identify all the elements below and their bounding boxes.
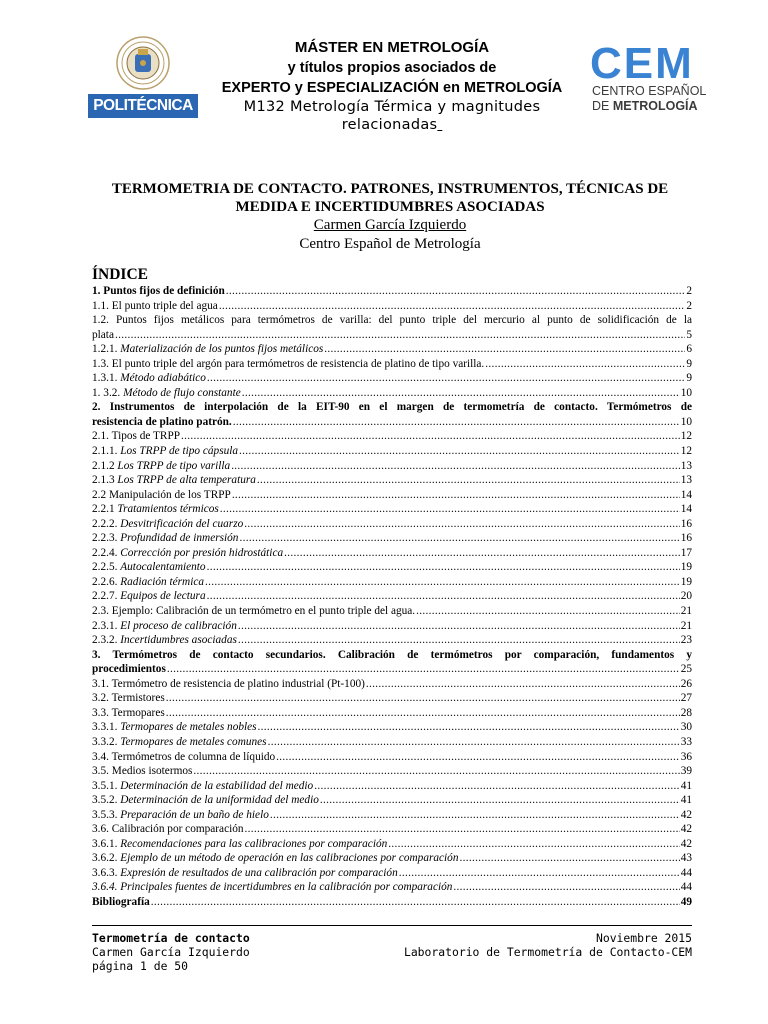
- document-title-block: [88, 180, 692, 254]
- toc-entry[interactable]: [92, 459, 692, 474]
- toc-entry-title: Desvitrificación del cuarzo: [120, 517, 244, 530]
- toc-leader: [233, 415, 680, 430]
- author: Carmen García Izquierdo: [313, 217, 467, 233]
- toc-leader: [268, 735, 680, 750]
- toc-entry-title: Termopares de metales comunes: [120, 735, 267, 748]
- toc-entry[interactable]: [92, 619, 692, 634]
- index-heading: ÍNDICE: [92, 266, 148, 283]
- toc-page-number: 12: [680, 430, 692, 443]
- toc-entry-title: Preparación de un baño de hielo: [120, 808, 269, 821]
- toc-entry-title: Determinación de la estabilidad del medio: [120, 779, 314, 792]
- toc-page-number: 9: [686, 372, 692, 385]
- toc-page-number: 16: [680, 532, 692, 545]
- toc-entry-text: [92, 895, 150, 910]
- toc-entry-number: 2.1.3: [92, 474, 118, 487]
- toc-entry-text: [92, 837, 387, 852]
- toc-entry[interactable]: [92, 502, 692, 517]
- toc-entry[interactable]: [92, 444, 692, 459]
- toc-entry[interactable]: [92, 750, 692, 765]
- toc-leader: [167, 662, 680, 677]
- toc-leader: [324, 342, 685, 357]
- toc-list: [92, 284, 692, 910]
- toc-entry-text: [92, 371, 206, 386]
- toc-entry-text: [92, 779, 313, 794]
- toc-page-number: 10: [680, 386, 692, 399]
- toc-entry-title: 3.6.4. Principales fuentes de incertidumbres en la calibración por comparación: [92, 881, 453, 894]
- toc-entry-number: 3.5. Medios isotermos: [92, 765, 193, 778]
- toc-leader: [231, 459, 680, 474]
- toc-entry-text: [92, 619, 237, 634]
- toc-entry-title: Incertidumbres asociadas: [120, 634, 237, 647]
- toc-page-number: 13: [680, 474, 692, 487]
- toc-entry-text: [92, 342, 323, 357]
- toc-leader: [207, 560, 680, 575]
- toc-entry-number: 3.5.2.: [92, 794, 121, 807]
- toc-leader: [232, 488, 680, 503]
- toc-page-number: 2: [686, 299, 692, 312]
- toc-entry-text: [92, 866, 398, 881]
- toc-entry-text: [92, 793, 319, 808]
- toc-leader: [205, 575, 680, 590]
- toc-entry-title: Método de flujo constante: [123, 386, 241, 399]
- toc-page-number: 17: [680, 546, 692, 559]
- toc-entry-text: [92, 473, 256, 488]
- toc-entry-text: [92, 429, 180, 444]
- toc-page-number: 14: [680, 503, 692, 516]
- master-title: MÁSTER EN METROLOGÍA: [294, 39, 490, 56]
- toc-entry[interactable]: [92, 429, 692, 444]
- toc-entry-text: [92, 517, 243, 532]
- toc-leader: [207, 589, 680, 604]
- toc-entry-number: 3.6.3.: [92, 866, 121, 879]
- toc-leader: [219, 299, 686, 314]
- toc-leader: [270, 808, 680, 823]
- toc-leader: [366, 677, 680, 692]
- toc-entry[interactable]: [92, 677, 692, 692]
- toc-leader: [151, 895, 680, 910]
- footer-lab: Laboratorio de Termometría de Contacto-CEM: [403, 945, 692, 959]
- toc-entry-title: Equipos de lectura: [120, 590, 206, 603]
- toc-page-number: 13: [680, 459, 692, 472]
- toc-entry[interactable]: [92, 866, 692, 881]
- toc-entry[interactable]: [92, 313, 692, 342]
- toc-entry[interactable]: [92, 371, 692, 386]
- toc-leader: [258, 720, 680, 735]
- toc-page-number: 36: [680, 750, 692, 763]
- toc-entry-number: 3.5.3.: [92, 808, 121, 821]
- toc-entry-text-cont: resistencia de platino patrón.: [92, 415, 232, 428]
- cem-subtitle-de: DE: [592, 99, 613, 113]
- cem-subtitle-line1: CENTRO ESPAÑOL: [592, 84, 707, 98]
- toc-page-number: 44: [680, 881, 692, 894]
- toc-entry-text: [92, 531, 238, 546]
- toc-entry-text: [92, 880, 452, 895]
- toc-entry-number: 3.2. Termistores: [92, 692, 165, 705]
- toc-entry[interactable]: [92, 386, 692, 401]
- toc-entry-text: [92, 284, 225, 299]
- toc-entry-number: 2.3. Ejemplo: Calibración de un termómetro en el punto triple del agua.: [92, 605, 416, 618]
- toc-page-number: 9: [686, 357, 692, 370]
- toc-entry-text: [92, 502, 219, 517]
- toc-entry-number: 1.3.1.: [92, 372, 121, 385]
- toc-entry-text: 1.2. Puntos fijos metálicos para termómetros de varilla: del punto triple del mercurio al punto de solidificación de la: [92, 314, 692, 327]
- toc-entry[interactable]: [92, 648, 692, 677]
- toc-entry-text: [92, 459, 230, 474]
- toc-entry[interactable]: [92, 284, 692, 299]
- toc-entry-text: [92, 299, 218, 314]
- toc-entry-text: 2. Instrumentos de interpolación de la EIT-90 en el margen de termometría de contacto. Termómetros de: [92, 401, 692, 414]
- toc-entry[interactable]: [92, 720, 692, 735]
- footer-author: Carmen García Izquierdo: [92, 945, 250, 959]
- toc-page-number: 20: [680, 590, 692, 603]
- toc-entry-text: [92, 589, 206, 604]
- toc-page-number: 41: [680, 779, 692, 792]
- toc-entry-title: Ejemplo de un método de operación en las calibraciones por comparación: [120, 852, 459, 865]
- cem-subtitle-metrologia: METROLOGÍA: [612, 99, 698, 113]
- document-title-line2: MEDIDA E INCERTIDUMBRES ASOCIADAS: [235, 199, 545, 215]
- table-of-contents: [92, 266, 692, 910]
- toc-page-number: 25: [680, 663, 692, 676]
- toc-entry-number: Bibliografía: [92, 895, 150, 908]
- expert-line: EXPERTO y ESPECIALIZACIÓN en METROLOGÍA: [221, 80, 563, 96]
- toc-entry-text: [92, 720, 257, 735]
- toc-page-number: 42: [680, 808, 692, 821]
- toc-entry-text: [92, 750, 275, 765]
- toc-page-number: 27: [680, 692, 692, 705]
- toc-leader: [115, 328, 685, 343]
- toc-entry[interactable]: [92, 822, 692, 837]
- toc-entry-number: 1.1. El punto triple del agua: [92, 299, 218, 312]
- upm-logo: [88, 36, 198, 120]
- toc-entry-text: [92, 633, 237, 648]
- toc-leader: [238, 633, 680, 648]
- toc-entry-title: Tratamientos térmicos: [117, 503, 219, 516]
- toc-page-number: 12: [680, 445, 692, 458]
- toc-page-number: 19: [680, 561, 692, 574]
- toc-page-number: 30: [680, 721, 692, 734]
- toc-entry[interactable]: [92, 604, 692, 619]
- toc-leader: [238, 619, 680, 634]
- toc-entry-title: Radiación térmica: [120, 575, 205, 588]
- toc-entry-text: [92, 560, 206, 575]
- toc-page-number: 21: [680, 619, 692, 632]
- toc-page-number: 16: [680, 517, 692, 530]
- toc-entry-number: 3.3.2.: [92, 735, 121, 748]
- toc-entry-number: 1. 3.2.: [92, 386, 124, 399]
- toc-entry-number: 2.1.1.: [92, 445, 121, 458]
- toc-page-number: 44: [680, 866, 692, 879]
- toc-entry-title: Profundidad de inmersión: [120, 532, 239, 545]
- toc-entry-number: 2.2.5.: [92, 561, 121, 574]
- toc-entry-number: 2.3.2.: [92, 634, 121, 647]
- toc-leader: [257, 473, 680, 488]
- toc-entry-text: [92, 357, 484, 372]
- toc-entry-text: [92, 546, 283, 561]
- toc-leader: [284, 546, 680, 561]
- toc-entry-number: 1. Puntos fijos de definición: [92, 285, 225, 297]
- footer-doc-title: Termometría de contacto: [92, 931, 250, 945]
- toc-entry-number: 3.3. Termopares: [92, 706, 165, 719]
- toc-entry[interactable]: [92, 735, 692, 750]
- toc-entry[interactable]: [92, 837, 692, 852]
- toc-entry[interactable]: [92, 691, 692, 706]
- toc-leader: [388, 837, 679, 852]
- toc-entry-text: [92, 691, 165, 706]
- module-title-line1: M132 Metrología Térmica y magnitudes: [243, 99, 541, 115]
- toc-entry-number: 3.1. Termómetro de resistencia de platino industrial (Pt-100): [92, 677, 365, 690]
- toc-leader: [239, 444, 680, 459]
- toc-entry-number: 2.2.7.: [92, 590, 121, 603]
- toc-entry-title: Termopares de metales nobles: [120, 721, 257, 734]
- toc-entry-title: Materialización de los puntos fijos metálicos: [120, 343, 324, 356]
- toc-page-number: 23: [680, 634, 692, 647]
- toc-entry[interactable]: [92, 517, 692, 532]
- toc-entry[interactable]: [92, 488, 692, 503]
- toc-entry[interactable]: [92, 764, 692, 779]
- toc-entry-title: Autocalentamiento: [120, 561, 206, 574]
- toc-entry-number: 3.6. Calibración por comparación: [92, 823, 244, 836]
- toc-entry-title: Determinación de la uniformidad del medio: [120, 794, 319, 807]
- toc-entry-number: 2.1. Tipos de TRPP: [92, 430, 181, 443]
- toc-leader: [314, 779, 680, 794]
- toc-entry-text: [92, 764, 192, 779]
- toc-entry[interactable]: [92, 793, 692, 808]
- toc-page-number: 42: [680, 837, 692, 850]
- toc-entry-text: [92, 706, 165, 721]
- toc-entry[interactable]: [92, 473, 692, 488]
- toc-entry[interactable]: [92, 589, 692, 604]
- toc-page-number: 39: [680, 765, 692, 778]
- toc-leader: [245, 822, 680, 837]
- toc-leader: [239, 531, 679, 546]
- toc-leader: [459, 851, 679, 866]
- toc-page-number: 10: [680, 415, 692, 428]
- toc-entry-number: 3.3.1.: [92, 721, 121, 734]
- toc-entry-text: 3. Termómetros de contacto secundarios. Calibración de termómetros por comparación, fundamentos y: [92, 648, 692, 661]
- toc-entry-text: [92, 575, 204, 590]
- toc-page-number: 21: [680, 605, 692, 618]
- toc-entry-number: 2.2.4.: [92, 546, 121, 559]
- toc-entry[interactable]: [92, 851, 692, 866]
- toc-page-number: 42: [680, 823, 692, 836]
- footer-rule: [92, 925, 692, 926]
- toc-entry-number: 2.3.1.: [92, 619, 121, 632]
- toc-entry-title: Expresión de resultados de una calibración por comparación: [120, 866, 398, 879]
- toc-leader: [399, 866, 680, 881]
- toc-leader: [276, 750, 680, 765]
- toc-page-number: 33: [680, 735, 692, 748]
- toc-entry-text: [92, 604, 415, 619]
- toc-entry-text-cont: procedimientos: [92, 663, 166, 676]
- toc-leader: [320, 793, 680, 808]
- toc-entry-text: [92, 808, 269, 823]
- toc-entry-number: 2.2.2.: [92, 517, 121, 530]
- toc-entry-title: Corrección por presión hidrostática: [120, 546, 284, 559]
- toc-entry-number: 3.4. Termómetros de columna de líquido: [92, 750, 276, 763]
- toc-entry[interactable]: [92, 895, 692, 910]
- header-titles: [198, 38, 586, 134]
- toc-entry-number: 2.2.6.: [92, 575, 121, 588]
- toc-leader: [244, 517, 679, 532]
- subtitle-line: y títulos propios asociados de: [287, 60, 497, 76]
- toc-entry[interactable]: [92, 808, 692, 823]
- upm-logo-text: POLITÉCNICA: [88, 94, 198, 118]
- cem-logo-text: CEM: [590, 40, 694, 88]
- toc-entry[interactable]: [92, 633, 692, 648]
- toc-leader: [242, 386, 680, 401]
- module-title: [198, 98, 586, 134]
- organization: Centro Español de Metrología: [299, 236, 481, 252]
- toc-entry-text: [92, 851, 458, 866]
- toc-entry-title: Método adiabático: [120, 372, 206, 385]
- toc-entry-number: 3.5.1.: [92, 779, 121, 792]
- footer-right: [404, 931, 692, 959]
- toc-entry-number: 1.2.1.: [92, 343, 121, 356]
- toc-entry[interactable]: [92, 357, 692, 372]
- toc-entry-title: Los TRPP de tipo cápsula: [120, 445, 239, 458]
- toc-page-number: 19: [680, 575, 692, 588]
- toc-entry-number: 2.1.2: [92, 459, 118, 472]
- toc-leader: [416, 604, 680, 619]
- toc-entry[interactable]: [92, 400, 692, 429]
- footer-page-number: página 1 de 50: [92, 959, 189, 973]
- toc-entry[interactable]: [92, 531, 692, 546]
- toc-page-number: 2: [686, 285, 692, 297]
- toc-entry-text: [92, 677, 365, 692]
- toc-leader: [226, 284, 686, 299]
- toc-leader: [193, 764, 679, 779]
- toc-page-number: 28: [680, 706, 692, 719]
- toc-leader: [220, 502, 680, 517]
- toc-entry[interactable]: [92, 546, 692, 561]
- toc-entry-text: [92, 822, 244, 837]
- toc-entry-text: [92, 386, 241, 401]
- toc-entry-number: 3.6.2.: [92, 852, 121, 865]
- toc-leader: [181, 429, 680, 444]
- module-title-line2: relacionadas: [341, 117, 438, 133]
- toc-entry-text: [92, 444, 238, 459]
- toc-entry-number: 3.6.1.: [92, 837, 121, 850]
- toc-page-number: 6: [686, 343, 692, 356]
- toc-entry-title: El proceso de calibración: [120, 619, 237, 632]
- toc-leader: [453, 880, 679, 895]
- footer-left: [92, 931, 250, 973]
- toc-leader: [485, 357, 685, 372]
- toc-page-number: 41: [680, 794, 692, 807]
- toc-page-number: 5: [686, 328, 692, 341]
- toc-page-number: 26: [680, 677, 692, 690]
- toc-entry[interactable]: [92, 342, 692, 357]
- toc-entry[interactable]: [92, 880, 692, 895]
- toc-entry[interactable]: [92, 560, 692, 575]
- cem-subtitle: [592, 84, 706, 114]
- toc-entry-text-cont: plata: [92, 328, 114, 341]
- document-title-line1: TERMOMETRIA DE CONTACTO. PATRONES, INSTRUMENTOS, TÉCNICAS DE: [111, 181, 669, 197]
- toc-page-number: 43: [680, 852, 692, 865]
- toc-entry-number: 1.3. El punto triple del argón para termómetros de resistencia de platino de tipo varilla.: [92, 357, 485, 370]
- toc-entry-number: 2.2 Manipulación de los TRPP: [92, 488, 231, 501]
- toc-entry[interactable]: [92, 779, 692, 794]
- toc-entry[interactable]: [92, 299, 692, 314]
- toc-leader: [207, 371, 685, 386]
- upm-seal-icon: [116, 36, 170, 90]
- toc-page-number: 14: [680, 488, 692, 501]
- toc-entry-text: [92, 735, 267, 750]
- toc-entry-text: [92, 488, 231, 503]
- toc-entry[interactable]: [92, 706, 692, 721]
- toc-entry-title: Recomendaciones para las calibraciones por comparación: [120, 837, 388, 850]
- toc-leader: [166, 691, 680, 706]
- footer-date: Noviembre 2015: [595, 931, 692, 945]
- toc-page-number: 49: [680, 895, 692, 908]
- toc-leader: [166, 706, 680, 721]
- toc-entry-title: Los TRPP de tipo varilla: [117, 459, 231, 472]
- toc-entry-title: Los TRPP de alta temperatura: [117, 474, 256, 487]
- toc-entry[interactable]: [92, 575, 692, 590]
- toc-entry-number: 2.2.3.: [92, 532, 121, 545]
- toc-entry-number: 2.2.1: [92, 503, 118, 516]
